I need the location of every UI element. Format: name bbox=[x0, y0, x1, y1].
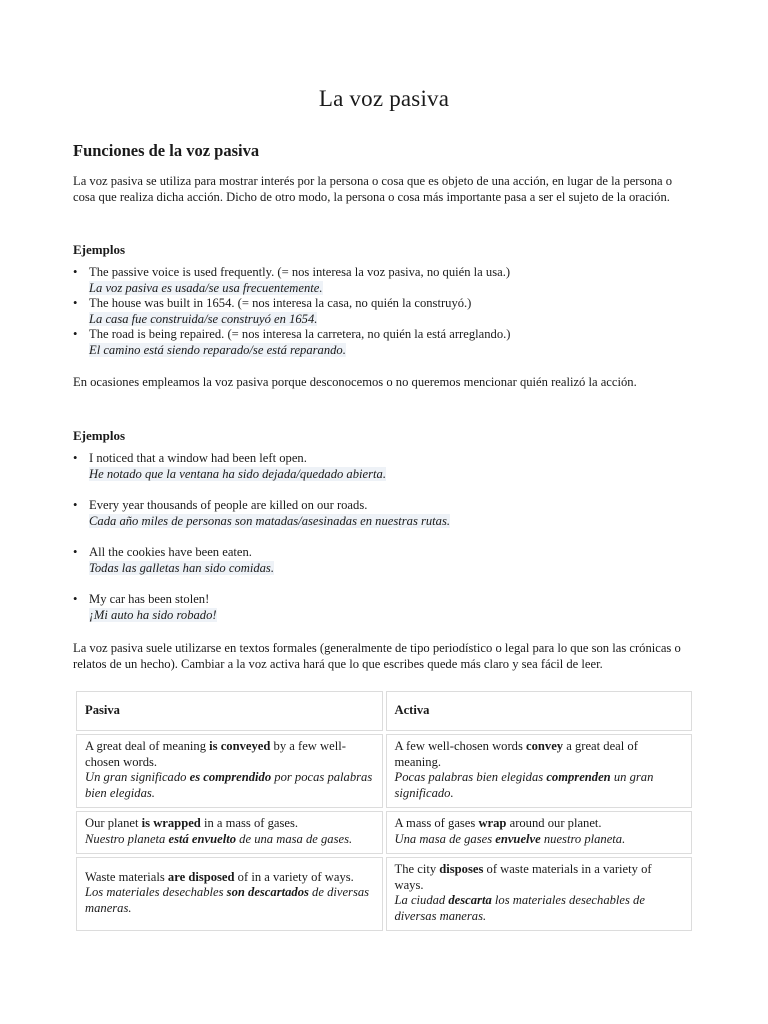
intro-paragraph: La voz pasiva se utiliza para mostrar interés por la persona o cosa que es objeto de una acción, en lugar de la persona o cosa que realiza dicha acción. Dicho de otro modo, la persona o cosa más importante pasa a ser el sujeto de la oración. bbox=[73, 174, 673, 204]
table-cell-pasiva bbox=[76, 857, 383, 931]
example-spanish: Todas las galletas han sido comidas. bbox=[89, 560, 274, 575]
cell-translation: un gran significado. bbox=[394, 770, 654, 800]
examples-heading-2: Ejemplos bbox=[73, 428, 125, 443]
cell-text: Our planet bbox=[85, 816, 142, 830]
cell-text: around our planet. bbox=[506, 816, 602, 830]
example-english: • The passive voice is used frequently. (= nos interesa la voz pasiva, no quién la usa.) bbox=[89, 265, 511, 279]
cell-translation: La ciudad bbox=[394, 893, 449, 907]
list-item bbox=[73, 498, 693, 529]
cell-verb-translation: está envuelto bbox=[168, 831, 237, 846]
table-row bbox=[76, 857, 692, 931]
list-item bbox=[73, 545, 693, 576]
examples-list-1 bbox=[73, 265, 693, 358]
table-cell-activa bbox=[386, 734, 693, 808]
table-row bbox=[76, 734, 692, 808]
page-title: La voz pasiva bbox=[318, 86, 450, 111]
cell-verb: are disposed bbox=[167, 869, 235, 884]
table-header-row bbox=[76, 691, 692, 731]
example-spanish: El camino está siendo reparado/se está reparando. bbox=[89, 342, 346, 357]
table-cell-pasiva bbox=[76, 734, 383, 808]
table-row bbox=[76, 811, 692, 854]
middle-paragraph: En ocasiones empleamos la voz pasiva porque desconocemos o no queremos mencionar quién realizó la acción. bbox=[73, 375, 637, 389]
cell-translation: Pocas palabras bien elegidas bbox=[394, 770, 547, 784]
example-english: • My car has been stolen! bbox=[89, 592, 210, 606]
cell-verb: convey bbox=[526, 739, 564, 753]
cell-verb-translation: comprenden bbox=[546, 770, 611, 784]
cell-verb-translation: son descartados bbox=[226, 885, 309, 900]
list-item bbox=[73, 592, 693, 623]
list-item bbox=[73, 327, 693, 358]
cell-translation: nuestro planeta. bbox=[540, 831, 626, 846]
example-spanish: La casa fue construida/se construyó en 1654. bbox=[89, 311, 318, 326]
list-item bbox=[73, 296, 693, 327]
cell-text: Waste materials bbox=[85, 869, 168, 884]
example-english: • Every year thousands of people are killed on our roads. bbox=[89, 498, 368, 512]
cell-translation: Un gran significado bbox=[85, 770, 190, 784]
table-cell-activa bbox=[386, 857, 693, 931]
cell-verb: is conveyed bbox=[209, 739, 271, 753]
table-cell-activa bbox=[386, 811, 693, 854]
cell-verb-translation: descarta bbox=[448, 893, 492, 907]
cell-verb: is wrapped bbox=[141, 816, 201, 830]
table-cell-pasiva bbox=[76, 811, 383, 854]
cell-verb-translation: es comprendido bbox=[189, 770, 272, 784]
examples-heading-1: Ejemplos bbox=[73, 242, 125, 257]
cell-text: A mass of gases bbox=[394, 816, 479, 830]
example-spanish: ¡Mi auto ha sido robado! bbox=[89, 607, 217, 622]
list-item bbox=[73, 451, 693, 482]
column-header-activa: Activa bbox=[386, 691, 693, 731]
example-english: • The house was built in 1654. (= nos interesa la casa, no quién la construyó.) bbox=[89, 296, 472, 310]
cell-text: The city bbox=[394, 862, 440, 876]
cell-text: of waste materials in a variety of ways. bbox=[394, 862, 652, 892]
section-heading: Funciones de la voz pasiva bbox=[73, 141, 260, 160]
closing-paragraph: La voz pasiva suele utilizarse en textos formales (generalmente de tipo periodístico o legal para lo que son las crónicas o relatos de un hecho). Cambiar a la voz activa hará que lo que escribes quede más claro y sea fácil de leer. bbox=[73, 641, 681, 671]
cell-translation: de diversas maneras. bbox=[85, 885, 370, 915]
cell-verb-translation: envuelve bbox=[495, 831, 541, 846]
cell-text: A few well-chosen words bbox=[394, 739, 527, 753]
column-header-pasiva: Pasiva bbox=[76, 691, 383, 731]
cell-verb: disposes bbox=[439, 862, 484, 876]
example-spanish: Cada año miles de personas son matadas/asesinadas en nuestras rutas. bbox=[89, 513, 451, 528]
cell-verb: wrap bbox=[478, 816, 507, 830]
examples-list-2 bbox=[73, 451, 693, 623]
cell-translation: los materiales desechables de diversas maneras. bbox=[394, 893, 645, 923]
list-item bbox=[73, 265, 693, 296]
example-english: • The road is being repaired. (= nos interesa la carretera, no quién la está arreglando.) bbox=[89, 327, 511, 341]
example-spanish: La voz pasiva es usada/se usa frecuentemente. bbox=[89, 280, 323, 295]
example-spanish: He notado que la ventana ha sido dejada/quedado abierta. bbox=[89, 466, 386, 481]
comparison-table bbox=[73, 688, 695, 934]
cell-text: A great deal of meaning bbox=[85, 739, 210, 753]
cell-translation: Los materiales desechables bbox=[85, 885, 227, 900]
cell-translation: por pocas palabras bien elegidas. bbox=[85, 770, 373, 800]
cell-translation: de una masa de gases. bbox=[236, 831, 353, 846]
example-english: • I noticed that a window had been left open. bbox=[89, 451, 307, 465]
cell-text: a great deal of meaning. bbox=[394, 739, 638, 769]
cell-text: of in a variety of ways. bbox=[234, 869, 354, 884]
cell-text: in a mass of gases. bbox=[200, 816, 299, 830]
cell-translation: Una masa de gases bbox=[394, 831, 496, 846]
example-english: • All the cookies have been eaten. bbox=[89, 545, 252, 559]
cell-text: by a few well-chosen words. bbox=[85, 739, 346, 769]
cell-translation: Nuestro planeta bbox=[85, 831, 169, 846]
